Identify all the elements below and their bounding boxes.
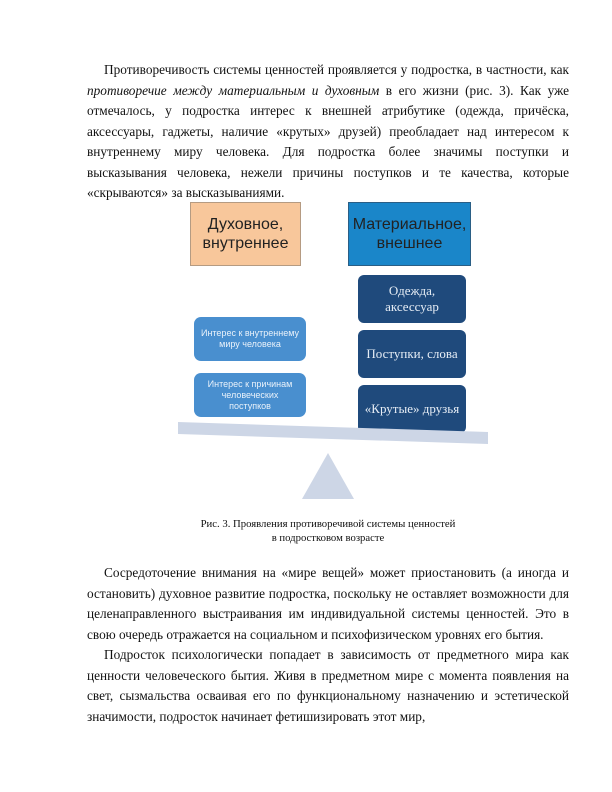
paragraph-2: Сосредоточение внимания на «мире вещей» может приостановить (а иногда и остановить) духовное развитие подростка, поскольку не оставляет возможности для целенаправленного выстраивания им индивидуальной системы ценностей. Это в свою очередь отражается на социальном и психофизическом уровнях его бытия.: [87, 565, 569, 642]
material-header-box: Материальное, внешнее: [348, 202, 471, 266]
right-block-friends: «Крутые» друзья: [358, 385, 466, 433]
right-block-actions: Поступки, слова: [358, 330, 466, 378]
spiritual-header-box: Духовное, внутреннее: [190, 202, 301, 266]
scale-fulcrum: [302, 453, 354, 499]
left-block-inner-world: Интерес к внутреннему миру человека: [194, 317, 306, 361]
figure-caption: Рис. 3. Проявления противоречивой системы ценностей в подростковом возрасте: [200, 518, 456, 544]
paragraph-1: Противоречивость системы ценностей проявляется у подростка, в частности, как противоречие между материальным и духовным в его жизни (рис. 3). Как уже отмечалось, у подростка интерес к внешней атрибутике (одежда, причёска, аксессуары, гаджеты, наличие «крутых» друзей) преобладает над интересом к внутреннему миру человека. Для подростка более значимы поступки и высказывания человека, нежели причины поступков и те качества, которые «скрываются» за высказываниями.: [87, 62, 569, 200]
balance-figure: [178, 192, 488, 506]
scale-plank: [178, 422, 488, 444]
emphasis-text: противоречие между материальным и духовным: [87, 82, 380, 98]
left-block-reasons: Интерес к причинам человеческих поступков: [194, 373, 306, 417]
right-block-clothing: Одежда, аксессуар: [358, 275, 466, 323]
paragraph-3: Подросток психологически попадает в зависимость от предметного мира как ценности человеческого бытия. Живя в предметном мире с момента появления на свет, сызмальства осваивая его по функциональному назначению и эстетической значимости, подросток начинает фетишизировать этот мир,: [87, 647, 569, 724]
